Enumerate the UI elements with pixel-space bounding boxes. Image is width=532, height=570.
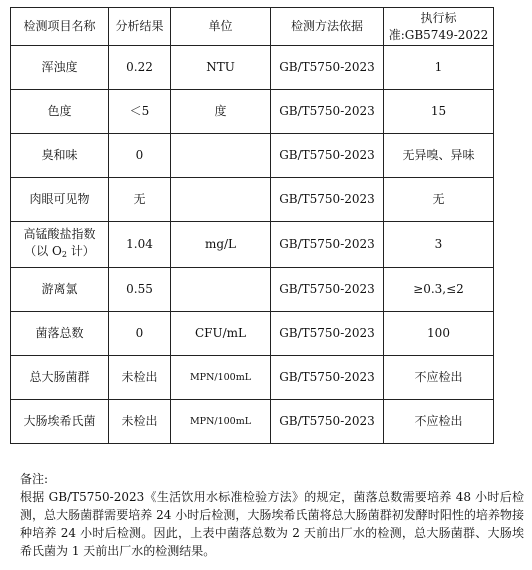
water-quality-table	[10, 7, 494, 444]
cell-unit: 度	[171, 90, 271, 134]
cell-unit	[171, 178, 271, 222]
cell-unit: mg/L	[171, 222, 271, 268]
cell-item: 游离氯	[11, 268, 109, 312]
cell-method: GB/T5750-2023	[271, 46, 384, 90]
cell-method: GB/T5750-2023	[271, 178, 384, 222]
cell-unit	[171, 134, 271, 178]
cell-standard: 不应检出	[384, 400, 494, 444]
cell-unit	[171, 268, 271, 312]
cell-item: 总大肠菌群	[11, 356, 109, 400]
cell-standard: 不应检出	[384, 356, 494, 400]
cell-result: 1.04	[109, 222, 171, 268]
cell-result: ＜5	[109, 90, 171, 134]
header-method: 检测方法依据	[271, 8, 384, 46]
cell-method: GB/T5750-2023	[271, 134, 384, 178]
cell-standard: 无异嗅、异味	[384, 134, 494, 178]
table-header-row	[11, 8, 494, 46]
cell-item-line2-prefix: （以 O	[24, 244, 62, 258]
cell-item: 色度	[11, 90, 109, 134]
table-row	[11, 90, 494, 134]
cell-unit: MPN/100mL	[171, 400, 271, 444]
header-standard-line1: 执行标	[420, 10, 457, 25]
table-row	[11, 222, 494, 268]
table-row	[11, 178, 494, 222]
cell-method: GB/T5750-2023	[271, 222, 384, 268]
cell-item-line2-subscript: 2	[61, 250, 67, 259]
cell-item-line1: 高锰酸盐指数	[23, 227, 96, 241]
cell-standard: 3	[384, 222, 494, 268]
cell-item: 臭和味	[11, 134, 109, 178]
header-standard	[384, 8, 494, 46]
table-row	[11, 268, 494, 312]
cell-standard: 无	[384, 178, 494, 222]
header-result: 分析结果	[109, 8, 171, 46]
cell-unit: MPN/100mL	[171, 356, 271, 400]
header-item-name: 检测项目名称	[11, 8, 109, 46]
cell-unit: NTU	[171, 46, 271, 90]
notes-label: 备注:	[20, 472, 49, 486]
notes-text: 根据 GB/T5750-2023《生活饮用水标准检验方法》的规定，菌落总数需要培养 48 小时后检测，总大肠菌群需要培养 24 小时后检测，大肠埃希氏菌将总大肠菌群初发酵时阳性的培养物接种培养 24 小时后检测。因此，上表中菌落总数为 2 天前出厂水的检测，总大肠菌群、大肠埃希氏菌为 1 天前出厂水的检测结果。	[20, 490, 524, 558]
cell-result: 0	[109, 312, 171, 356]
header-standard-line2: 准:GB5749-2022	[388, 27, 489, 42]
cell-method: GB/T5750-2023	[271, 312, 384, 356]
cell-method: GB/T5750-2023	[271, 90, 384, 134]
table-row	[11, 134, 494, 178]
table-row	[11, 312, 494, 356]
cell-result: 0	[109, 134, 171, 178]
cell-result: 未检出	[109, 400, 171, 444]
cell-item-line2-suffix: 计）	[66, 244, 95, 258]
cell-standard: ≥0.3,≤2	[384, 268, 494, 312]
table-row	[11, 356, 494, 400]
cell-result: 无	[109, 178, 171, 222]
table-row	[11, 400, 494, 444]
cell-item	[11, 222, 109, 268]
cell-result: 0.55	[109, 268, 171, 312]
cell-standard: 100	[384, 312, 494, 356]
cell-item: 菌落总数	[11, 312, 109, 356]
notes-section	[20, 470, 524, 560]
cell-item: 大肠埃希氏菌	[11, 400, 109, 444]
cell-standard: 1	[384, 46, 494, 90]
cell-unit: CFU/mL	[171, 312, 271, 356]
cell-method: GB/T5750-2023	[271, 356, 384, 400]
cell-result: 未检出	[109, 356, 171, 400]
cell-result: 0.22	[109, 46, 171, 90]
header-unit: 单位	[171, 8, 271, 46]
cell-method: GB/T5750-2023	[271, 400, 384, 444]
cell-standard: 15	[384, 90, 494, 134]
cell-item: 浑浊度	[11, 46, 109, 90]
table-row	[11, 46, 494, 90]
cell-method: GB/T5750-2023	[271, 268, 384, 312]
cell-item: 肉眼可见物	[11, 178, 109, 222]
